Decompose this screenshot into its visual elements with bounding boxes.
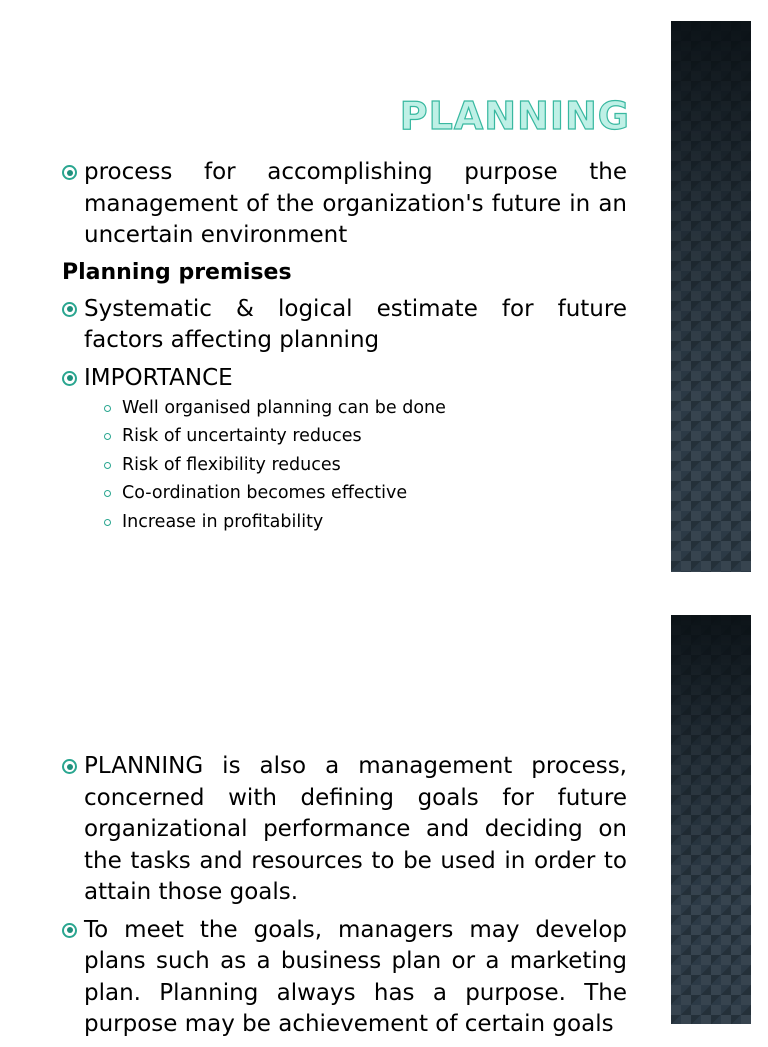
bullet-text: process for accomplishing purpose the management of the organization's future in an uncertain environment [84, 159, 627, 248]
circle-dot-icon [62, 302, 77, 317]
bullet-list [62, 751, 627, 1047]
bullet-text: IMPORTANCE [84, 364, 233, 391]
decorative-side-panel [671, 21, 751, 572]
slide-2 [0, 600, 768, 1037]
hollow-circle-icon [104, 405, 111, 412]
bullet-item [62, 363, 627, 395]
decorative-side-panel [671, 615, 751, 1024]
circle-dot-icon [62, 759, 77, 774]
bullet-item [62, 294, 627, 357]
sub-bullet-text: Risk of flexibility reduces [122, 454, 341, 475]
bullet-text: PLANNING is also a management process, concerned with defining goals for future organizational performance and deciding on the tasks and resources to be used in order to attain those goals. [84, 753, 627, 905]
importance-group [62, 394, 627, 536]
hollow-circle-icon [104, 519, 111, 526]
bullet-item [62, 157, 627, 252]
bullet-item [62, 915, 627, 1041]
hollow-circle-icon [104, 490, 111, 497]
sub-bullet-text: Risk of uncertainty reduces [122, 426, 362, 447]
sub-bullet-item [100, 422, 627, 450]
sub-bullet-text: Co-ordination becomes effective [122, 483, 408, 504]
hollow-circle-icon [104, 433, 111, 440]
sub-bullet-text: Well organised planning can be done [122, 398, 446, 418]
sub-bullet-text: Increase in profitability [122, 511, 324, 532]
circle-dot-icon [62, 165, 77, 180]
bullet-text: To meet the goals, managers may develop plans such as a business plan or a marketing plan. Planning always has a purpose. The purpose may be achievement of certain goals [84, 916, 627, 1037]
sub-bullet-item [100, 394, 627, 422]
bullet-list [62, 157, 627, 536]
bullet-item [62, 751, 627, 909]
sub-bullet-item [100, 508, 627, 536]
sub-bullet-item [100, 451, 627, 479]
circle-dot-icon [62, 371, 77, 386]
sub-bullet-item [100, 479, 627, 507]
bullet-text: Systematic & logical estimate for future factors affecting planning [84, 295, 627, 353]
importance-list [62, 394, 627, 536]
slide-title: PLANNING [399, 94, 630, 138]
hollow-circle-icon [104, 462, 111, 469]
section-heading: Planning premises [62, 259, 292, 285]
circle-dot-icon [62, 923, 77, 938]
